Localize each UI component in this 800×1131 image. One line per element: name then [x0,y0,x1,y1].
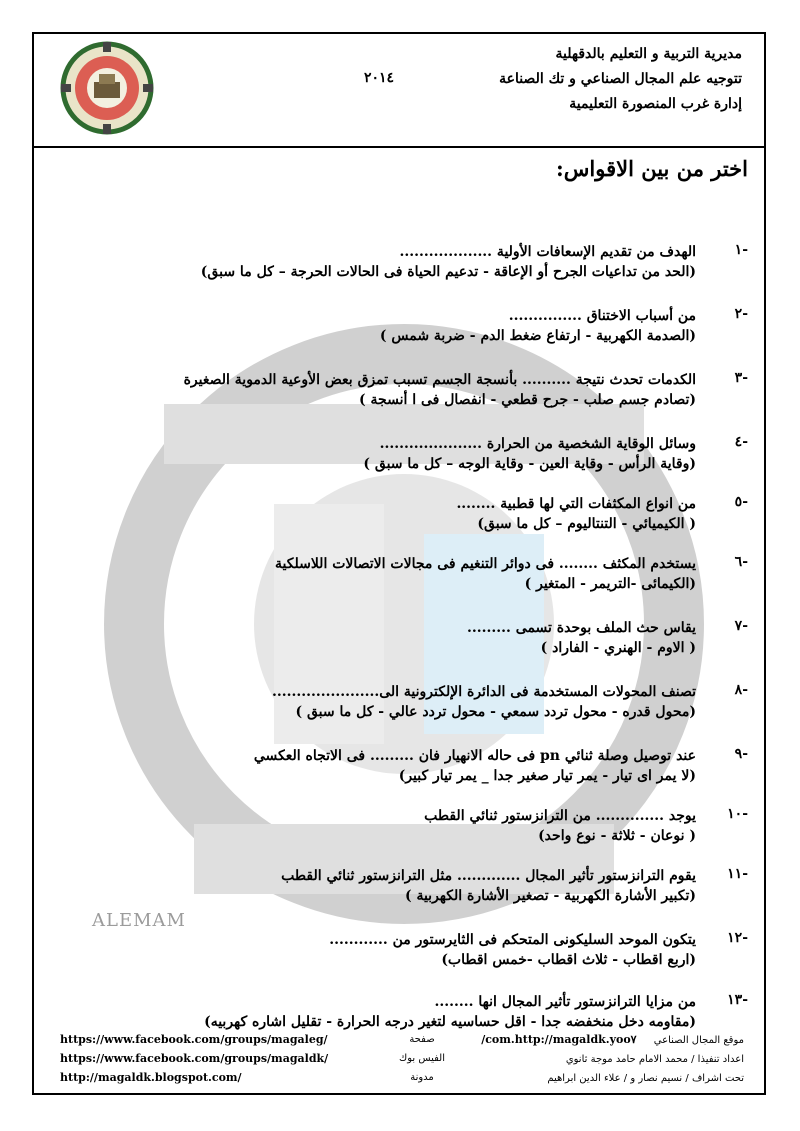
question-number: -٦ [734,554,748,570]
question-options: ( نوعان - ثلاثة - نوع واحد) [538,828,696,844]
question-stem: يقاس حث الملف بوحدة تسمى ......... [467,620,696,636]
question-item [48,866,748,907]
question-number: -٩ [734,746,748,762]
footer-site-row [444,1030,744,1050]
header-text [382,42,742,117]
question-stem: عند توصيل وصلة ثنائي pn فى حاله الانهيار فان ......... فى الاتجاه العكسي [253,748,696,764]
question-item [48,370,748,411]
question-item [48,682,748,723]
footer-label-page: صفحة [409,1034,435,1045]
question-number: -٥ [734,494,748,510]
watermark-signature: ALEMAM [92,910,186,931]
question-options: (تصادم جسم صلب - جرح قطعي - انفصال فى ا أنسجة ) [359,392,696,408]
question-options: (الكيمائى -التريمر - المتغير ) [524,576,696,592]
question-number: -٢ [734,306,748,322]
question-options: (الصدمة الكهربية - ارتفاع ضغط الدم - ضربة شمس ) [379,328,696,344]
footer-supervised-by: تحت اشراف / نسيم نصار و / علاء الدين ابراهيم [547,1073,744,1084]
question-item [48,434,748,475]
question-stem: من انواع المكثفات التي لها قطبية ........ [456,496,696,512]
footer-link-facebook-magaleg[interactable]: https://www.facebook.com/groups/magaleg/ [60,1033,328,1046]
question-number: -٨ [734,682,748,698]
question-item [48,554,748,595]
footer-label-facebook: الفيس بوك [398,1053,446,1064]
footer-links [60,1030,328,1087]
section-title: اختر من بين الاقواس: [556,156,748,181]
question-stem: يتكون الموحد السليكونى المتحكم فى الثايرستور من ............ [329,932,696,948]
header-administration: إدارة غرب المنصورة التعليمية [569,96,742,112]
question-stem: من مزايا الترانزستور تأثير المجال انها ........ [434,994,696,1010]
question-stem: تصنف المحولات المستخدمة فى الدائرة الإلكترونية الى...................... [271,684,696,700]
page-frame [32,32,766,1095]
question-item [48,806,748,847]
question-number: -١٣ [727,992,748,1008]
question-item [48,494,748,535]
question-stem: يستخدم المكثف ........ فى دوائر التنغيم فى مجالات الاتصالات اللاسلكية [275,556,696,572]
question-number: -٣ [734,370,748,386]
question-number: -١١ [727,866,748,882]
question-number: -١ [734,242,748,258]
header-directorate: مديرية التربية و التعليم بالدقهلية [555,46,742,62]
question-options: (اربع اقطاب - ثلاث اقطاب -خمس اقطاب) [441,952,696,968]
document-header [34,34,764,148]
header-department: تتوجيه علم المجال الصناعي و تك الصناعة [499,71,742,87]
footer-link-blog[interactable]: http://magaldk.blogspot.com/ [60,1071,242,1084]
question-stem: من أسباب الاختناق ............... [508,308,696,324]
question-item [48,746,748,787]
footer-prepared-by: اعداد تنفيذا / محمد الامام حامد موجة ثانوي [565,1054,744,1065]
header-year: ٢٠١٤ [364,70,395,86]
footer-site-url[interactable]: http://magaldk.yoo٧.com/ [481,1033,637,1046]
question-item [48,242,748,283]
footer-link-facebook-magaldk[interactable]: https://www.facebook.com/groups/magaldk/ [60,1052,329,1065]
question-options: (تكبير الأشارة الكهربية - تصغير الأشارة الكهربية ) [404,888,696,904]
question-stem: الهدف من تقديم الإسعافات الأولية ................... [399,244,696,260]
question-number: -٧ [734,618,748,634]
question-item [48,930,748,971]
question-options: (الحد من تداعيات الجرح أو الإعاقة - تدعيم الحياة فى الحالات الحرجة – كل ما سبق) [200,264,696,280]
question-stem: يقوم الترانزستور تأثير المجال ............. مثل الترانزستور ثنائي القطب [281,868,696,884]
question-stem: يوجد .............. من الترانزستور ثنائي القطب [424,808,696,824]
question-number: -٤ [734,434,748,450]
footer-label-blog: مدونة [410,1072,434,1083]
question-options: ( الكيميائي - التنتاليوم – كل ما سبق) [477,516,696,532]
footer-site-label: موقع المجال الصناعي [653,1035,744,1046]
question-item [48,306,748,347]
question-item [48,618,748,659]
footer-credits [444,1030,744,1088]
question-options: (محول قدره - محول تردد سمعي - محول تردد عالي - كل ما سبق ) [295,704,696,720]
question-stem: الكدمات تحدث نتيجة .......... بأنسجة الجسم تسبب تمزق بعض الأوعية الدموية الصغيرة [183,372,696,388]
question-number: -١٢ [727,930,748,946]
logo-emblem [52,38,162,138]
question-options: (وقاية الرأس - وقاية العين - وقاية الوجه – كل ما سبق ) [363,456,696,472]
question-stem: وسائل الوقاية الشخصية من الحرارة ..................... [379,436,696,452]
question-options: (مقاومه دخل منخفضه جدا - اقل حساسيه لتغير درجه الحرارة - تقليل اشاره كهربيه) [204,1014,696,1030]
document-footer [34,1024,764,1096]
question-number: -١٠ [727,806,748,822]
question-options: (لا يمر اى تيار - يمر تيار صغير جدا _ يمر تيار كبير) [398,768,696,784]
question-options: ( الاوم - الهنري - الفاراد ) [540,640,696,656]
